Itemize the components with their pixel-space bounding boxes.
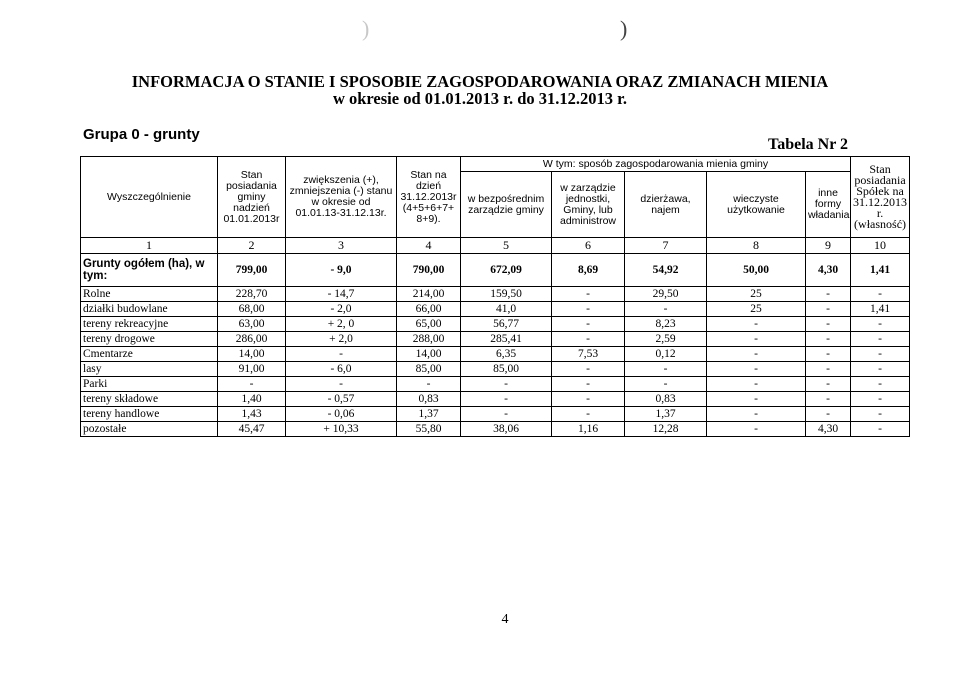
table-cell: 1,37	[397, 407, 461, 422]
column-number: 2	[218, 238, 286, 254]
table-row-total	[81, 254, 910, 287]
table-cell: - 9,0	[286, 254, 397, 287]
table-row	[81, 392, 910, 407]
table-cell: 14,00	[397, 347, 461, 362]
table-cell: -	[218, 377, 286, 392]
table-cell: 91,00	[218, 362, 286, 377]
table-cell: -	[806, 392, 851, 407]
table-cell: 0,83	[397, 392, 461, 407]
table-cell: 63,00	[218, 317, 286, 332]
scan-mark-left: )	[362, 16, 370, 41]
header-zarzad-jednostki: w zarządzie jednostki, Gminy, lub administrow	[552, 172, 625, 238]
table-cell: -	[625, 362, 707, 377]
table-cell: -	[286, 347, 397, 362]
table-row	[81, 317, 910, 332]
table-cell: 0,12	[625, 347, 707, 362]
column-number: 4	[397, 238, 461, 254]
header-inne: inne formy władania	[806, 172, 851, 238]
row-label: Cmentarze	[81, 347, 218, 362]
table-cell: 25	[707, 302, 806, 317]
property-table	[80, 156, 910, 437]
table-cell: 50,00	[707, 254, 806, 287]
table-cell: -	[625, 377, 707, 392]
header-stan-koniec: Stan na dzień 31.12.2013r (4+5+6+7+ 8+9).	[397, 157, 461, 238]
column-number: 7	[625, 238, 707, 254]
table-cell: 799,00	[218, 254, 286, 287]
table-cell: -	[851, 287, 910, 302]
table-cell: + 2,0	[286, 332, 397, 347]
table-cell: -	[806, 362, 851, 377]
table-row	[81, 347, 910, 362]
table-cell: -	[806, 332, 851, 347]
table-cell: 8,69	[552, 254, 625, 287]
table-cell: 45,47	[218, 422, 286, 437]
table-cell: -	[286, 377, 397, 392]
table-cell: 66,00	[397, 302, 461, 317]
table-cell: 159,50	[461, 287, 552, 302]
column-number: 6	[552, 238, 625, 254]
row-label: pozostałe	[81, 422, 218, 437]
row-label: Parki	[81, 377, 218, 392]
row-label: tereny handlowe	[81, 407, 218, 422]
table-cell: 8,23	[625, 317, 707, 332]
table-cell: -	[707, 362, 806, 377]
document-title	[0, 73, 960, 107]
column-number-row	[81, 238, 910, 254]
table-cell: -	[806, 317, 851, 332]
table-cell: -	[806, 287, 851, 302]
table-cell: 29,50	[625, 287, 707, 302]
table-cell: 4,30	[806, 254, 851, 287]
header-w-tym: W tym: sposób zagospodarowania mienia gminy	[461, 157, 851, 172]
header-zmiany: zwiększenia (+), zmniejszenia (-) stanu w okresie od 01.01.13-31.12.13r.	[286, 157, 397, 238]
table-cell: 41,0	[461, 302, 552, 317]
header-wyszczegolnienie: Wyszczególnienie	[81, 157, 218, 238]
table-cell: -	[707, 407, 806, 422]
table-cell: -	[806, 302, 851, 317]
table-cell: -	[461, 392, 552, 407]
table-cell: - 6,0	[286, 362, 397, 377]
table-cell: -	[851, 407, 910, 422]
table-cell: 65,00	[397, 317, 461, 332]
table-cell: 6,35	[461, 347, 552, 362]
table-cell: 1,16	[552, 422, 625, 437]
table-cell: 2,59	[625, 332, 707, 347]
table-cell: - 14,7	[286, 287, 397, 302]
table-cell: + 2, 0	[286, 317, 397, 332]
table-cell: 68,00	[218, 302, 286, 317]
row-label: Grunty ogółem (ha), w tym:	[81, 254, 218, 287]
table-cell: -	[552, 407, 625, 422]
table-cell: -	[851, 392, 910, 407]
column-number: 9	[806, 238, 851, 254]
table-cell: -	[851, 422, 910, 437]
page-number: 4	[501, 612, 509, 627]
table-cell: -	[806, 407, 851, 422]
table-cell: - 2,0	[286, 302, 397, 317]
table-cell: -	[851, 347, 910, 362]
table-cell: 672,09	[461, 254, 552, 287]
header-zarzad-bezposredni: w bezpośrednim zarządzie gminy	[461, 172, 552, 238]
table-cell: - 0,57	[286, 392, 397, 407]
table-cell: -	[461, 377, 552, 392]
header-stan-spolek: Stan posiadania Spółek na 31.12.2013 r. (własność)	[851, 157, 910, 238]
row-label: tereny drogowe	[81, 332, 218, 347]
column-number: 3	[286, 238, 397, 254]
column-number: 5	[461, 238, 552, 254]
table-cell: -	[851, 377, 910, 392]
table-cell: -	[625, 302, 707, 317]
title-line-1: INFORMACJA O STANIE I SPOSOBIE ZAGOSPODAROWANIA ORAZ ZMIANACH MIENIA	[131, 72, 829, 91]
row-label: tereny składowe	[81, 392, 218, 407]
column-number: 10	[851, 238, 910, 254]
table-cell: -	[461, 407, 552, 422]
table-cell: -	[552, 302, 625, 317]
table-row	[81, 332, 910, 347]
table-cell: -	[707, 332, 806, 347]
table-cell: 12,28	[625, 422, 707, 437]
table-number-label: Tabela Nr 2	[768, 136, 849, 153]
table-cell: -	[552, 377, 625, 392]
table-cell: 1,37	[625, 407, 707, 422]
header-stan-poczatek: Stan posiadania gminy nadzień 01.01.2013r	[218, 157, 286, 238]
table-cell: 14,00	[218, 347, 286, 362]
header-dzierzawa: dzierżawa, najem	[625, 172, 707, 238]
table-cell: -	[707, 317, 806, 332]
table-row	[81, 287, 910, 302]
table-cell: -	[851, 362, 910, 377]
column-number: 8	[707, 238, 806, 254]
table-cell: -	[552, 287, 625, 302]
row-label: Rolne	[81, 287, 218, 302]
table-cell: -	[552, 317, 625, 332]
table-cell: 4,30	[806, 422, 851, 437]
table-cell: -	[397, 377, 461, 392]
table-cell: 1,43	[218, 407, 286, 422]
table-cell: -	[707, 377, 806, 392]
table-cell: - 0,06	[286, 407, 397, 422]
table-cell: 1,41	[851, 302, 910, 317]
table-cell: 7,53	[552, 347, 625, 362]
table-cell: 285,41	[461, 332, 552, 347]
table-cell: -	[707, 392, 806, 407]
row-label: lasy	[81, 362, 218, 377]
table-cell: 228,70	[218, 287, 286, 302]
table-cell: + 10,33	[286, 422, 397, 437]
table-cell: 85,00	[461, 362, 552, 377]
table-cell: -	[552, 362, 625, 377]
table-cell: 1,41	[851, 254, 910, 287]
table-cell: 288,00	[397, 332, 461, 347]
table-row	[81, 407, 910, 422]
header-wieczyste: wieczyste użytkowanie	[707, 172, 806, 238]
table-cell: -	[707, 422, 806, 437]
table-cell: 56,77	[461, 317, 552, 332]
table-cell: 55,80	[397, 422, 461, 437]
scan-mark-right: )	[620, 16, 628, 41]
table-cell: 54,92	[625, 254, 707, 287]
row-label: tereny rekreacyjne	[81, 317, 218, 332]
table-cell: 286,00	[218, 332, 286, 347]
group-label: Grupa 0 - grunty	[83, 126, 200, 143]
title-line-2: w okresie od 01.01.2013 r. do 31.12.2013 r.	[332, 89, 628, 108]
table-cell: 38,06	[461, 422, 552, 437]
table-row	[81, 377, 910, 392]
table-cell: -	[806, 347, 851, 362]
row-label: działki budowlane	[81, 302, 218, 317]
table-cell: 25	[707, 287, 806, 302]
table-row	[81, 362, 910, 377]
table-cell: 1,40	[218, 392, 286, 407]
table-row	[81, 302, 910, 317]
table-cell: 214,00	[397, 287, 461, 302]
table-cell: 0,83	[625, 392, 707, 407]
table-cell: 85,00	[397, 362, 461, 377]
table-cell: -	[851, 317, 910, 332]
table-cell: 790,00	[397, 254, 461, 287]
column-number: 1	[81, 238, 218, 254]
table-cell: -	[552, 392, 625, 407]
table-cell: -	[806, 377, 851, 392]
table-cell: -	[707, 347, 806, 362]
table-cell: -	[552, 332, 625, 347]
table-cell: -	[851, 332, 910, 347]
table-row	[81, 422, 910, 437]
